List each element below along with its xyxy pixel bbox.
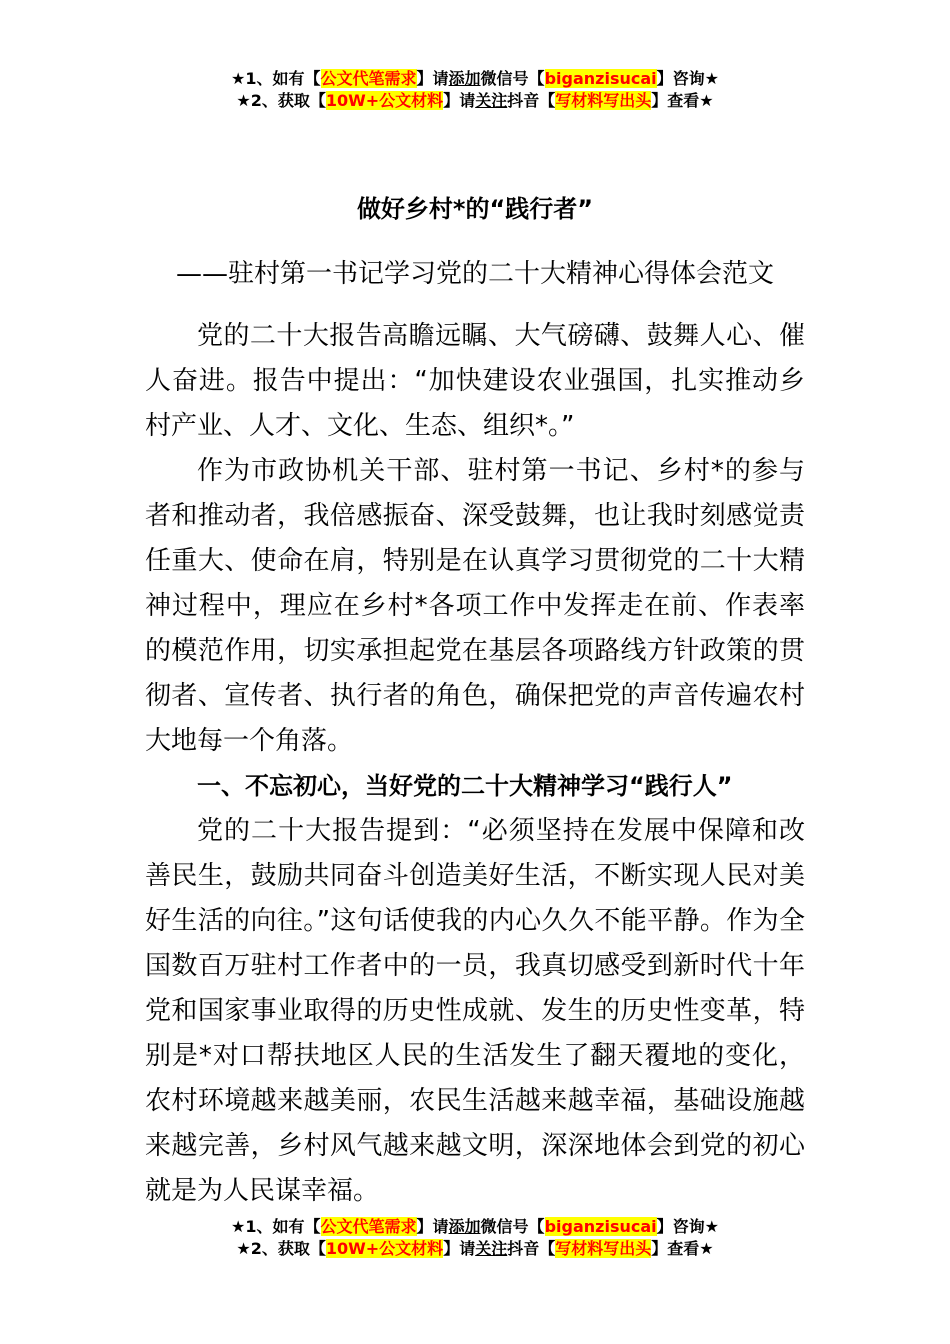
footer-ad-line-2: ★2、获取【10W+公文材料】请关注抖音【写材料写出头】查看★ — [236, 1239, 714, 1258]
highlight-writing-service: 公文代笔需求 — [320, 69, 417, 88]
highlight-wechat-id: biganzisucai — [544, 69, 657, 88]
highlight-materials: 10W+公文材料 — [325, 1239, 444, 1258]
highlight-douyin-account: 写材料写出头 — [555, 91, 652, 110]
document-title: 做好乡村*的“践行者” — [356, 195, 594, 223]
header-ad-line-1: ★1、如有【公文代笔需求】请添加微信号【biganzisucai】咨询★ — [231, 69, 719, 88]
header-ad-line-2: ★2、获取【10W+公文材料】请关注抖音【写材料写出头】查看★ — [236, 91, 714, 110]
document-body — [145, 314, 805, 1214]
highlight-wechat-id: biganzisucai — [544, 1217, 657, 1236]
highlight-douyin-account: 写材料写出头 — [555, 1239, 652, 1258]
paragraph-2: 作为市政协机关干部、驻村第一书记、乡村*的参与者和推动者，我倍感振奋、深受鼓舞，也让我时刻感觉责任重大、使命在肩，特别是在认真学习贯彻党的二十大精神过程中，理应在乡村*各项工作中发挥走在前、作表率的模范作用，切实承担起党在基层各项路线方针政策的贯彻者、宣传者、执行者的角色，确保把党的声音传遍农村大地每一个角落。 — [145, 456, 805, 756]
highlight-writing-service: 公文代笔需求 — [320, 1217, 417, 1236]
section-1-paragraph: 党的二十大报告提到：“必须坚持在发展中保障和改善民生，鼓励共同奋斗创造美好生活，不断实现人民对美好生活的向往。”这句话使我的内心久久不能平静。作为全国数百万驻村工作者中的一员，我真切感受到新时代十年党和国家事业取得的历史性成就、发生的历史性变革，特别是*对口帮扶地区人民的生活发生了翻天覆地的变化，农村环境越来越美丽，农民生活越来越幸福，基础设施越来越完善，乡村风气越来越文明，深深地体会到党的初心就是为人民谋幸福。 — [145, 816, 805, 1206]
footer-ad-line-1: ★1、如有【公文代笔需求】请添加微信号【biganzisucai】咨询★ — [231, 1217, 719, 1236]
footer-ad-banner — [0, 1216, 950, 1260]
paragraph-1: 党的二十大报告高瞻远瞩、大气磅礴、鼓舞人心、催人奋进。报告中提出：“加快建设农业强国，扎实推动乡村产业、人才、文化、生态、组织*。” — [145, 321, 805, 441]
header-ad-banner — [0, 68, 950, 112]
highlight-materials: 10W+公文材料 — [325, 91, 444, 110]
section-1-heading: 一、不忘初心，当好党的二十大精神学习“践行人” — [197, 772, 733, 800]
document-subtitle: ——驻村第一书记学习党的二十大精神心得体会范文 — [175, 259, 774, 289]
